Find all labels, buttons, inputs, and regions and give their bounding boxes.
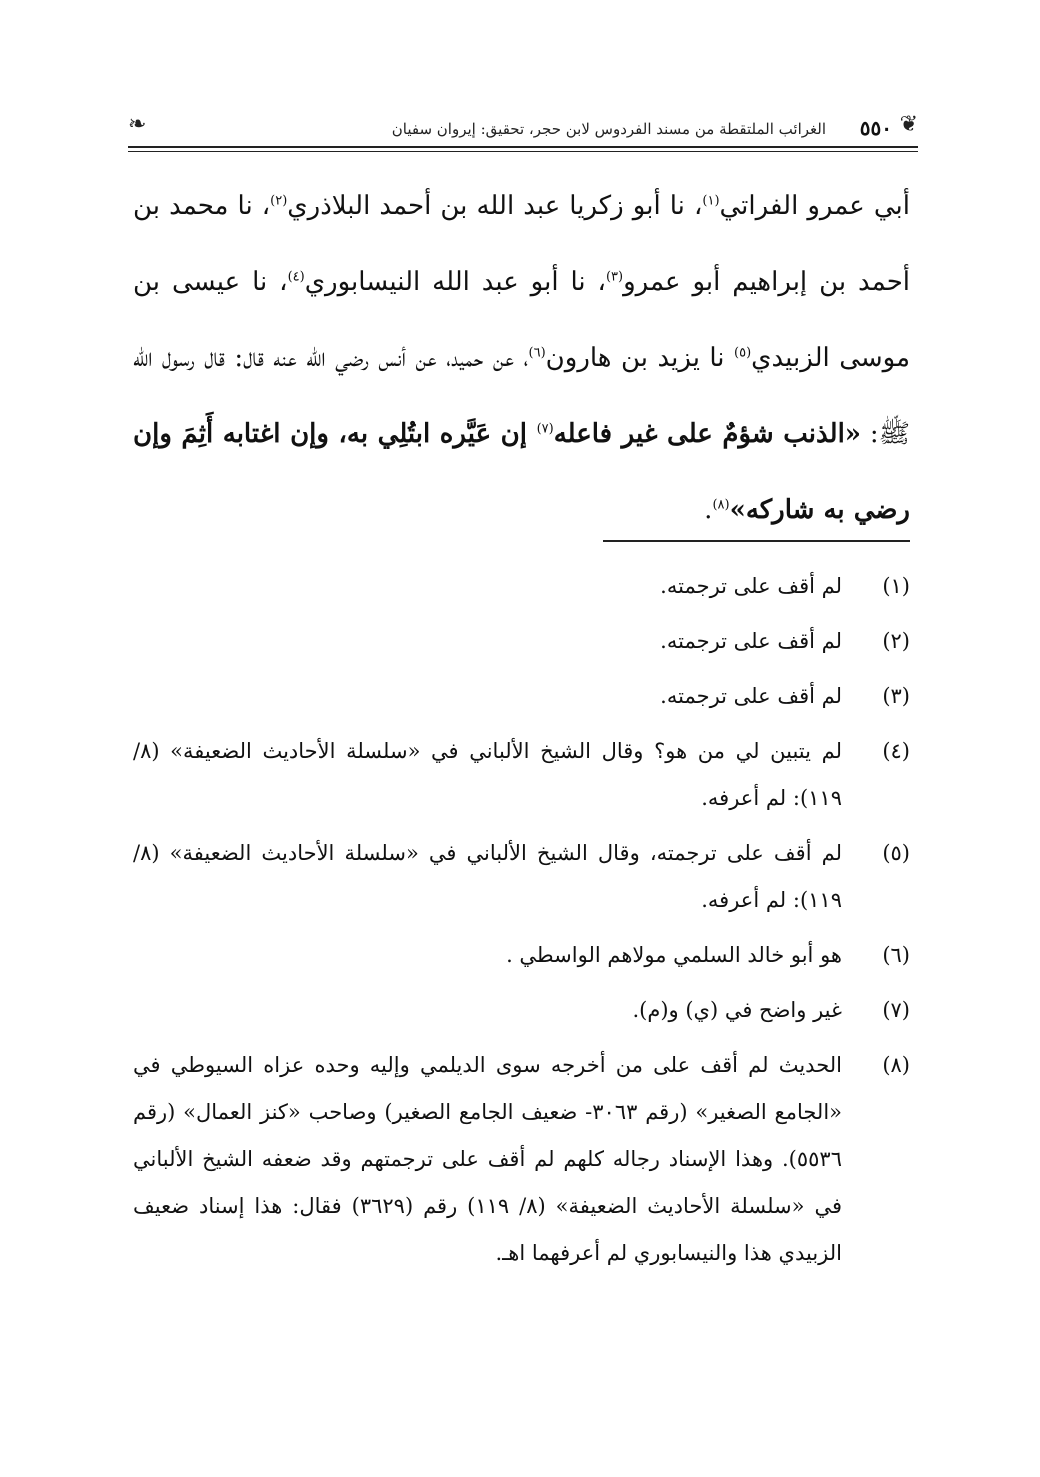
text-segment: ، نا عيسى بن موسى الزبيدي <box>133 267 911 373</box>
footnote-separator <box>603 540 910 542</box>
hadith-text: «الذنب شؤمٌ على غير فاعله <box>553 419 862 449</box>
footnote-text: لم أقف على ترجمته. <box>660 684 842 708</box>
footnote-number: (١) <box>882 574 910 598</box>
footnote-number: (٤) <box>882 739 910 763</box>
running-title: الغرائب الملتقطة من مسند الفردوس لابن حجر، تحقيق: إيروان سفيان <box>391 120 826 138</box>
footnote-ref: (٦) <box>528 345 546 361</box>
hadith-text: إن عَيَّره ابتُلِي به، وإن اغتابه أَثِمَ وإن رضي به شاركه» <box>133 419 910 525</box>
header-rule <box>128 146 918 148</box>
footnote-ref: (١) <box>702 193 720 209</box>
text-segment: ، نا محمد بن أحمد بن إبراهيم أبو عمرو <box>133 191 910 297</box>
header-ornament-right-icon: ❦ <box>899 112 918 137</box>
text-segment: نا يزيد بن هارون <box>545 343 735 373</box>
text-segment: ، عن حميد، عن أنس رضي الله عنه قال: قال رسول الله ﷺ: <box>133 343 911 449</box>
footnote-ref: (٨) <box>712 497 730 513</box>
footnote-text: الحديث لم أقف على من أخرجه سوى الديلمي وإليه وحده عزاه السيوطي في «الجامع الصغير» (رقم ٣٠٦٣- ضعيف الجامع الصغير) وصاحب «كنز العمال» (رقم ٥٥٣٦). وهذا الإسناد رجاله كلهم لم أقف على ترجمتهم وقد ضعفه الشيخ الألباني في «سلسلة الأحاديث الضعيفة» (٨/ ١١٩) رقم (٣٦٢٩) فقال: هذا إسناد ضعيف الزبيدي هذا والنيسابوري لم أعرفهما اهـ. <box>133 1053 842 1265</box>
footnote-number: (٧) <box>882 998 910 1022</box>
text-segment: أبي عمرو الفراتي <box>719 191 910 221</box>
footnote-ref: (٣) <box>605 269 624 285</box>
footnote-number: (٥) <box>882 841 910 865</box>
footnote-ref: (٤) <box>287 269 305 285</box>
text-segment: . <box>704 495 713 525</box>
footnote-ref: (٢) <box>270 193 288 209</box>
footnote-item <box>133 618 910 665</box>
footnote-text: لم أقف على ترجمته. <box>660 629 842 653</box>
footnote-text: غير واضح في (ي) و(م). <box>632 998 842 1022</box>
page-header <box>128 112 918 152</box>
page-number: ٥٥٠ <box>859 116 892 140</box>
footnote-number: (٦) <box>882 943 910 967</box>
footnote-item <box>133 830 910 924</box>
footnote-number: (٨) <box>882 1053 910 1077</box>
footnote-text: لم أقف على ترجمته، وقال الشيخ الألباني في «سلسلة الأحاديث الضعيفة» (٨/ ١١٩): لم أعرفه. <box>133 841 842 912</box>
footnote-item <box>133 563 910 610</box>
footnote-item <box>133 673 910 720</box>
footnote-text: لم يتبين لي من هو؟ وقال الشيخ الألباني في «سلسلة الأحاديث الضعيفة» (٨/ ١١٩): لم أعرفه. <box>133 739 842 810</box>
footnote-ref: (٧) <box>536 421 554 437</box>
main-text <box>133 168 910 548</box>
text-segment: ، نا أبو زكريا عبد الله بن أحمد البلاذري <box>287 191 703 221</box>
footnote-item <box>133 932 910 979</box>
text-segment: ، نا أبو عبد الله النيسابوري <box>304 267 606 297</box>
footnote-text: هو أبو خالد السلمي مولاهم الواسطي . <box>506 943 842 967</box>
footnotes <box>133 563 910 1285</box>
footnote-number: (٢) <box>882 629 910 653</box>
footnote-item <box>133 987 910 1034</box>
footnote-number: (٣) <box>882 684 910 708</box>
footnote-text: لم أقف على ترجمته. <box>660 574 842 598</box>
footnote-item <box>133 728 910 822</box>
footnote-item <box>133 1042 910 1277</box>
header-rule-thin <box>128 151 918 152</box>
footnote-ref: (٥) <box>734 345 752 361</box>
header-ornament-left-icon: ❧ <box>128 112 147 137</box>
